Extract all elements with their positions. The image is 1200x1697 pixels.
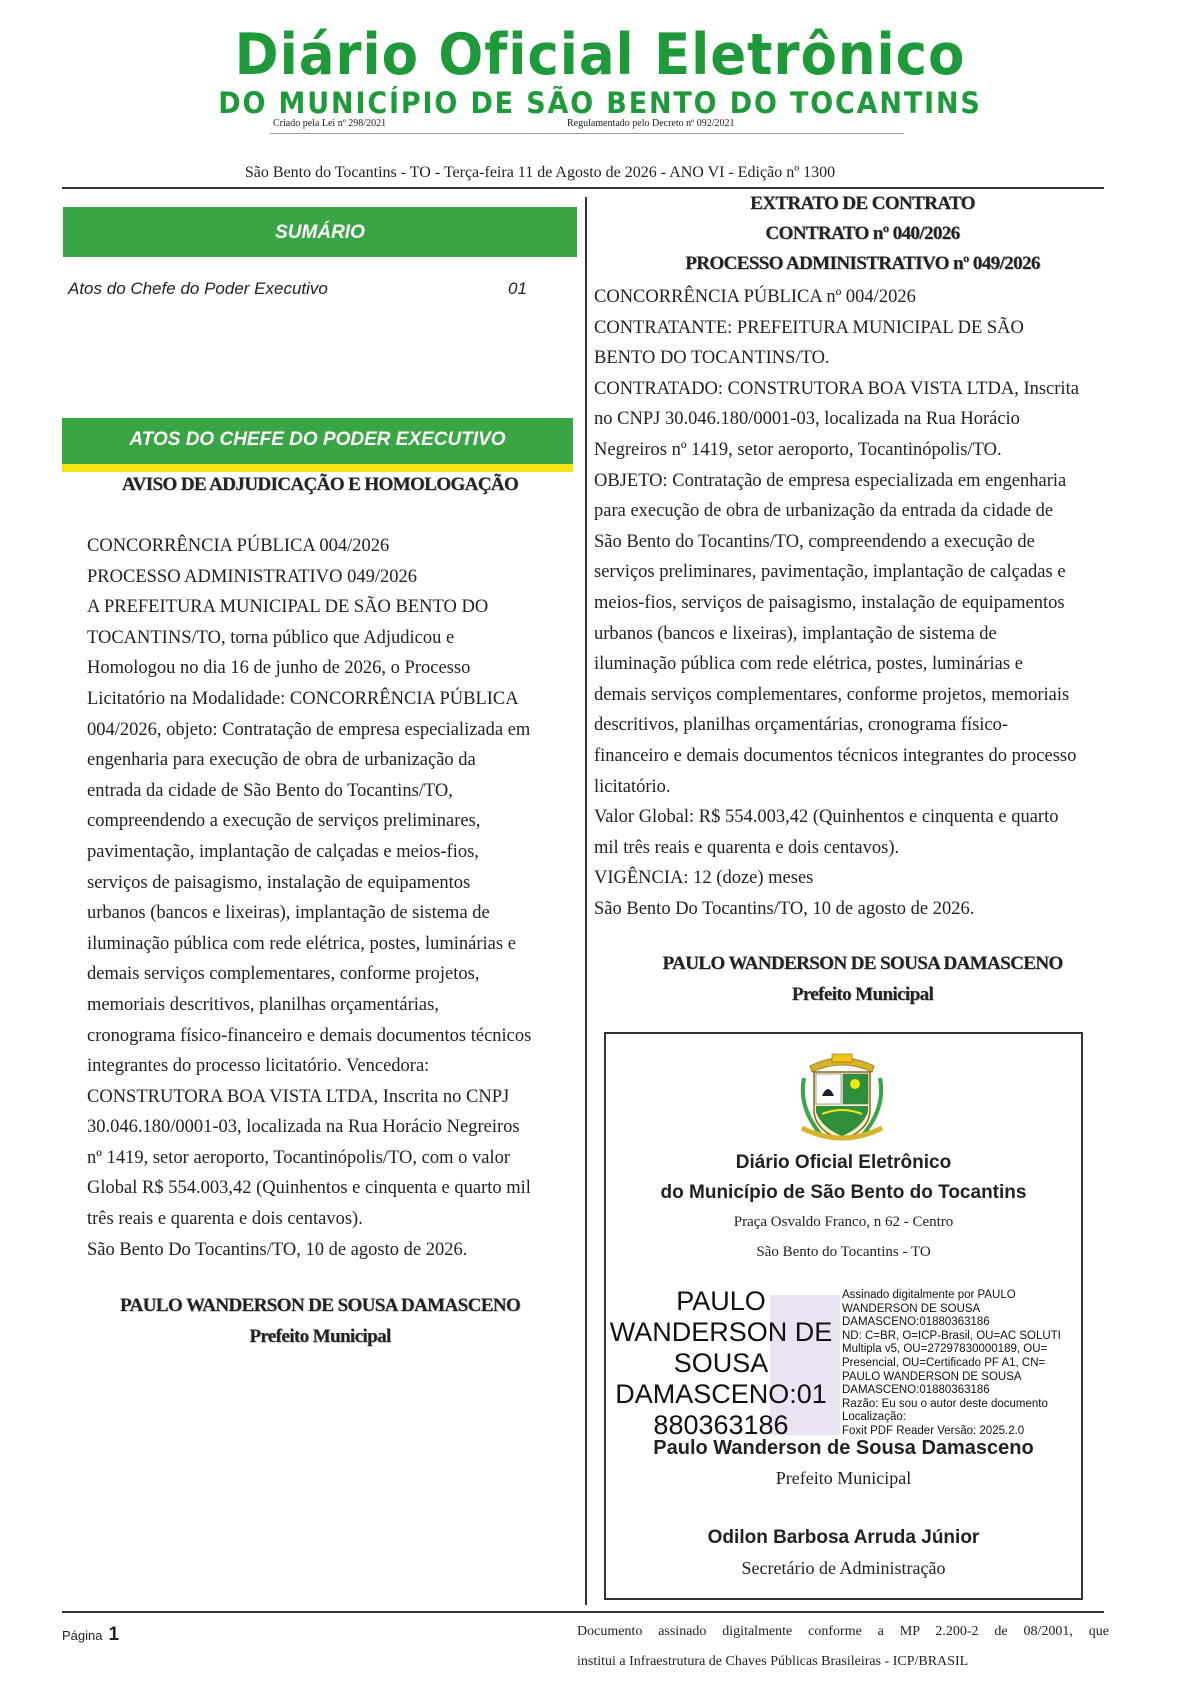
summary-heading: SUMÁRIO xyxy=(63,207,577,257)
aviso-line: compreendendo a execução de serviços preliminares, xyxy=(87,811,481,832)
contract-number: CONTRATO nº 040/2026 xyxy=(765,223,960,244)
section-stripe xyxy=(62,462,573,472)
contract-line: licitatório. xyxy=(594,776,671,797)
box-address: Praça Osvaldo Franco, n 62 - Centro xyxy=(733,1214,954,1230)
aviso-body xyxy=(87,531,531,1265)
contract-line: descritivos, planilhas orçamentárias, cronograma físico- xyxy=(594,715,1009,736)
dsig-detail-line: Localização: xyxy=(842,1411,906,1424)
dsig-detail-line: PAULO WANDERSON DE SOUSA xyxy=(842,1370,1022,1383)
aviso-line: CONCORRÊNCIA PÚBLICA 004/2026 xyxy=(87,536,390,556)
page-label: Página xyxy=(62,1628,103,1643)
aviso-line: cronograma físico-financeiro e demais documentos técnicos xyxy=(87,1025,532,1046)
aviso-line: A PREFEITURA MUNICIPAL DE SÃO BENTO DO xyxy=(87,597,489,618)
aviso-line: demais serviços complementares, conforme projetos, xyxy=(87,964,480,985)
box-journal-title: Diário Oficial Eletrônico xyxy=(735,1152,952,1173)
journal-title: Diário Oficial Eletrônico xyxy=(234,22,966,88)
contract-body xyxy=(594,282,1079,924)
contract-line: CONTRATANTE: PREFEITURA MUNICIPAL DE SÃO xyxy=(594,317,1024,338)
aviso-signer-name: PAULO WANDERSON DE SOUSA DAMASCENO xyxy=(119,1295,521,1316)
dsig-name-line: WANDERSON DE xyxy=(609,1317,833,1347)
page-number: 1 xyxy=(108,1624,120,1645)
secretary-role: Secretário de Administração xyxy=(741,1558,946,1578)
contract-line: Negreiros nº 1419, setor aeroporto, Tocantinópolis/TO. xyxy=(594,439,1002,460)
dsig-name-line: DAMASCENO:01 xyxy=(615,1379,827,1409)
aviso-line: serviços de paisagismo, instalação de equipamentos xyxy=(87,872,471,893)
aviso-line: Homologou no dia 16 de junho de 2026, o Processo xyxy=(87,658,471,679)
contract-line: CONCORRÊNCIA PÚBLICA nº 004/2026 xyxy=(594,287,916,307)
dsig-name-line: SOUSA xyxy=(673,1348,769,1378)
dsig-detail-line: WANDERSON DE SOUSA xyxy=(842,1302,981,1315)
digital-signature-name[interactable] xyxy=(608,1286,834,1441)
contract-line: serviços preliminares, pavimentação, implantação de calçadas e xyxy=(594,562,1066,583)
aviso-line: três reais e quarenta e dois centavos). xyxy=(87,1209,363,1230)
contract-line: VIGÊNCIA: 12 (doze) meses xyxy=(594,868,814,889)
aviso-line: PROCESSO ADMINISTRATIVO 049/2026 xyxy=(87,566,417,587)
aviso-line: engenharia para execução de obra de urbanização da xyxy=(87,750,476,771)
dsig-detail-line: Razão: Eu sou o autor deste documento xyxy=(842,1397,1048,1410)
summary-entry[interactable] xyxy=(68,279,528,299)
contract-line: iluminação pública com rede elétrica, postes, luminárias e xyxy=(594,654,1023,675)
law-note: Criado pela Lei nº 298/2021 xyxy=(273,118,387,129)
box-journal-subtitle: do Município de São Bento do Tocantins xyxy=(660,1182,1027,1203)
aviso-line: pavimentação, implantação de calçadas e meios-fios, xyxy=(87,841,479,862)
footer-note-line: institui a Infraestrutura de Chaves Públicas Brasileiras - ICP/BRASIL xyxy=(577,1654,969,1669)
contract-line: para execução de obra de urbanização da entrada da cidade de xyxy=(594,501,1054,522)
footer-divider xyxy=(62,1611,1104,1613)
contract-line: urbanos (bancos e lixeiras), implantação de sistema de xyxy=(594,623,997,644)
aviso-line: nº 1419, setor aeroporto, Tocantinópolis/TO, com o valor xyxy=(87,1147,511,1168)
dsig-name-line: 880363186 xyxy=(653,1410,789,1440)
section-heading: ATOS DO CHEFE DO PODER EXECUTIVO xyxy=(62,418,573,462)
contract-line: OBJETO: Contratação de empresa especializada em engenharia xyxy=(594,470,1067,491)
dsig-detail-line: DAMASCENO:01880363186 xyxy=(842,1384,990,1397)
secretary-name: Odilon Barbosa Arruda Júnior xyxy=(707,1527,980,1548)
contract-line: São Bento Do Tocantins/TO, 10 de agosto de 2026. xyxy=(594,898,975,919)
edition-dateline: São Bento do Tocantins - TO - Terça-feira 11 de Agosto de 2026 - ANO VI - Edição nº 1300 xyxy=(244,164,836,181)
contract-line: meios-fios, serviços de paisagismo, instalação de equipamentos xyxy=(594,592,1065,613)
process-number: PROCESSO ADMINISTRATIVO nº 049/2026 xyxy=(685,253,1040,274)
contract-line: mil três reais e quarenta e dois centavos). xyxy=(594,837,900,858)
journal-subtitle: DO MUNICÍPIO DE SÃO BENTO DO TOCANTINS xyxy=(218,86,982,120)
aviso-line: memoriais descritivos, planilhas orçamentárias, xyxy=(87,994,439,1015)
dsig-detail-line: ND: C=BR, O=ICP-Brasil, OU=AC SOLUTI xyxy=(842,1329,1061,1342)
aviso-line: Licitatório na Modalidade: CONCORRÊNCIA PÚBLICA xyxy=(87,688,519,709)
summary-entry-label: Atos do Chefe do Poder Executivo xyxy=(68,279,328,298)
mayor-role: Prefeito Municipal xyxy=(775,1468,912,1488)
aviso-line: entrada da cidade de São Bento do Tocantins/TO, xyxy=(87,780,453,801)
contract-line: BENTO DO TOCANTINS/TO. xyxy=(594,348,830,369)
contract-line: financeiro e demais documentos técnicos integrantes do processo xyxy=(594,745,1077,766)
municipal-crest-icon xyxy=(792,1048,892,1148)
dsig-detail-line: Foxit PDF Reader Versão: 2025.2.0 xyxy=(842,1424,1025,1437)
box-city: São Bento do Tocantins - TO xyxy=(756,1244,931,1260)
dsig-detail-line: DAMASCENO:01880363186 xyxy=(842,1316,990,1329)
aviso-line: iluminação pública com rede elétrica, postes, luminárias e xyxy=(87,933,516,954)
page-indicator xyxy=(62,1624,119,1646)
header-divider xyxy=(62,187,1104,189)
extrato-signer-name: PAULO WANDERSON DE SOUSA DAMASCENO xyxy=(662,953,1063,974)
aviso-line: TOCANTINS/TO, torna público que Adjudicou e xyxy=(87,627,455,648)
aviso-line: CONSTRUTORA BOA VISTA LTDA, Inscrita no CNPJ xyxy=(87,1086,510,1107)
summary-entry-page: 01 xyxy=(508,279,527,298)
aviso-line: 30.046.180/0001-03, localizada na Rua Horácio Negreiros xyxy=(87,1117,520,1138)
aviso-line: integrantes do processo licitatório. Vencedora: xyxy=(87,1056,430,1077)
masthead-rule xyxy=(270,133,904,134)
extrato-signer-role: Prefeito Municipal xyxy=(791,984,934,1005)
footer-note-line: Documento assinado digitalmente conforme a MP 2.200-2 de 08/2001, que xyxy=(577,1624,1109,1639)
dsig-detail-line: Assinado digitalmente por PAULO xyxy=(842,1289,1016,1301)
mayor-name: Paulo Wanderson de Sousa Damasceno xyxy=(653,1437,1034,1459)
dsig-name-line: PAULO xyxy=(676,1286,766,1316)
aviso-title: AVISO DE ADJUDICAÇÃO E HOMOLOGAÇÃO xyxy=(121,474,519,495)
aviso-signer-role: Prefeito Municipal xyxy=(249,1326,391,1347)
contract-line: São Bento do Tocantins/TO, compreendendo a execução de xyxy=(594,531,1035,552)
contract-line: demais serviços complementares, conforme projetos, memoriais xyxy=(594,684,1070,705)
dsig-detail-line: Multipla v5, OU=27297830000189, OU= xyxy=(842,1343,1048,1356)
decree-note: Regulamentado pelo Decreto nº 092/2021 xyxy=(567,118,735,129)
dsig-detail-line: Presencial, OU=Certificado PF A1, CN= xyxy=(842,1356,1046,1369)
column-divider xyxy=(585,197,587,1605)
aviso-line: São Bento Do Tocantins/TO, 10 de agosto de 2026. xyxy=(87,1239,468,1260)
aviso-line: urbanos (bancos e lixeiras), implantação de sistema de xyxy=(87,903,490,924)
aviso-line: 004/2026, objeto: Contratação de empresa especializada em xyxy=(87,719,531,740)
contract-line: Valor Global: R$ 554.003,42 (Quinhentos e cinquenta e quarto xyxy=(594,807,1059,828)
digital-signature-details[interactable] xyxy=(842,1289,1061,1439)
contract-line: no CNPJ 30.046.180/0001-03, localizada na Rua Horácio xyxy=(594,409,1020,430)
extrato-title: EXTRATO DE CONTRATO xyxy=(750,193,975,214)
aviso-line: Global R$ 554.003,42 (Quinhentos e cinquenta e quarto mil xyxy=(87,1178,531,1199)
contract-line: CONTRATADO: CONSTRUTORA BOA VISTA LTDA, Inscrita xyxy=(594,378,1079,399)
